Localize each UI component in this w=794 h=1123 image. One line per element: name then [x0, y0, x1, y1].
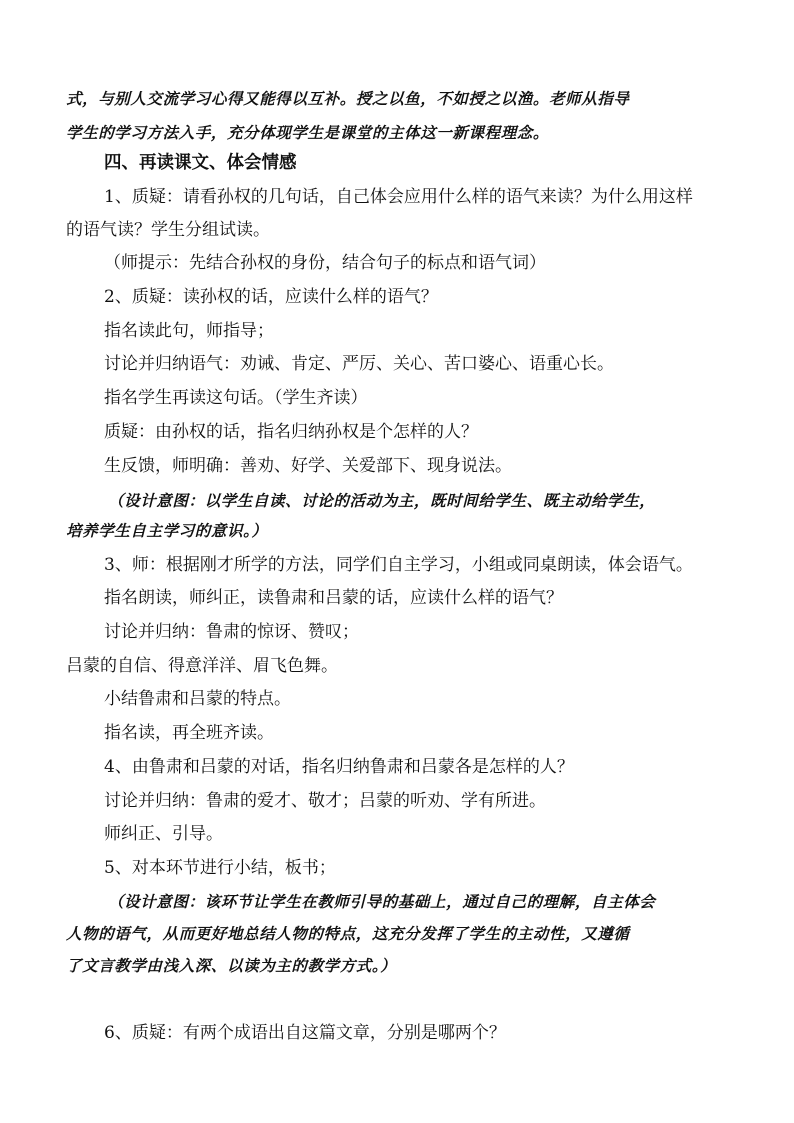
design-note-line: 培养学生自主学习的意识。）: [66, 521, 268, 540]
design-note-line: （设计意图：以学生自读、讨论的活动为主，既时间给学生、既主动给学生，: [108, 491, 656, 510]
paragraph-line: 5、对本环节进行小结，板书；: [104, 858, 336, 878]
design-note-continuation-line-2: 学生的学习方法入手，充分体现学生是课堂的主体这一新课程理念。: [66, 123, 550, 142]
paragraph-line: 讨论并归纳：鲁肃的惊讶、赞叹；: [104, 622, 359, 642]
design-note-line: 人物的语气，从而更好地总结人物的特点，这充分发挥了学生的主动性，又遵循: [66, 924, 630, 943]
paragraph-line: 质疑：由孙权的话，指名归纳孙权是个怎样的人？: [104, 422, 478, 442]
paragraph-line: 3、师：根据刚才所学的方法，同学们自主学习，小组或同桌朗读，体会语气。: [104, 555, 693, 575]
section-heading: 四、再读课文、体会情感: [104, 153, 297, 173]
paragraph-line: 讨论并归纳：鲁肃的爱才、敬才；吕蒙的听劝、学有所进。: [104, 791, 546, 811]
paragraph-line: 指名读此句，师指导；: [104, 321, 274, 341]
paragraph-line: （师提示：先结合孙权的身份，结合句子的标点和语气词）: [104, 253, 546, 273]
paragraph-line: 小结鲁肃和吕蒙的特点。: [104, 689, 291, 709]
design-note-line: （设计意图：该环节让学生在教师引导的基础上，通过自己的理解，自主体会: [108, 892, 656, 911]
paragraph-line: 指名读，再全班齐读。: [104, 723, 274, 743]
paragraph-line: 讨论并归纳语气：劝诫、肯定、严厉、关心、苦口婆心、语重心长。: [104, 354, 614, 374]
design-note-line: 了文言教学由浅入深、以读为主的教学方式。）: [66, 956, 397, 975]
paragraph-line: 指名朗读，师纠正，读鲁肃和吕蒙的话，应读什么样的语气？: [104, 588, 563, 608]
paragraph-line: 2、质疑：读孙权的话，应读什么样的语气？: [104, 287, 438, 307]
design-note-continuation-line-1: 式，与别人交流学习心得又能得以互补。授之以鱼，不如授之以渔。老师从指导: [66, 89, 630, 108]
paragraph-line: 的语气读？学生分组试读。: [66, 220, 270, 240]
paragraph-line: 4、由鲁肃和吕蒙的对话，指名归纳鲁肃和吕蒙各是怎样的人？: [104, 757, 574, 777]
paragraph-line: 1、质疑：请看孙权的几句话，自己体会应用什么样的语气来读？为什么用这样: [104, 187, 693, 207]
paragraph-line: 6、质疑：有两个成语出自这篇文章，分别是哪两个？: [104, 1023, 506, 1043]
paragraph-line: 吕蒙的自信、得意洋洋、眉飞色舞。: [66, 656, 338, 676]
paragraph-line: 指名学生再读这句话。（学生齐读）: [104, 388, 368, 408]
paragraph-line: 师纠正、引导。: [104, 824, 223, 844]
paragraph-line: 生反馈，师明确：善劝、好学、关爱部下、现身说法。: [104, 456, 512, 476]
